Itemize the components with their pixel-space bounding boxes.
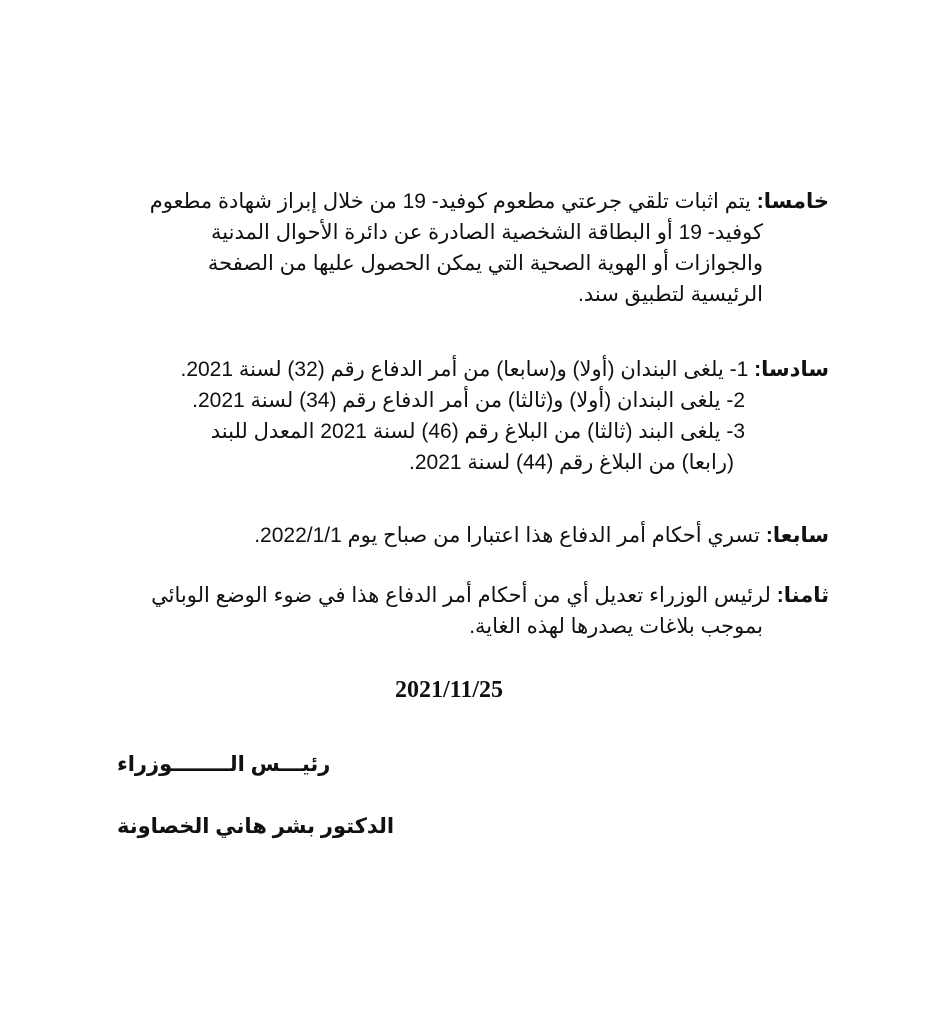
clause-text: تسري أحكام أمر الدفاع هذا اعتبارا من صباح يوم 2022/1/1.	[254, 524, 760, 547]
clause-fifth-line-4: الرئيسية لتطبيق سند.	[578, 283, 763, 306]
clause-sixth-line-2: 2- يلغى البندان (أولا) و(ثالثا) من أمر الدفاع رقم (34) لسنة 2021.	[192, 389, 745, 412]
clause-sixth	[114, 354, 829, 478]
clause-fifth-lead: خامسا:	[756, 190, 829, 213]
clause-sixth-line-1	[114, 354, 829, 385]
signature-title: رئيـــس الــــــــوزراء	[117, 753, 331, 776]
document-date: 2021/11/25	[395, 677, 504, 703]
clause-eighth	[114, 580, 829, 642]
clause-eighth-line-1	[114, 580, 829, 611]
clause-sixth-lead: سادسا:	[754, 358, 829, 381]
clause-sixth-line-4: (رابعا) من البلاغ رقم (44) لسنة 2021.	[409, 451, 734, 474]
clause-text: 1- يلغى البندان (أولا) و(سابعا) من أمر الدفاع رقم (32) لسنة 2021.	[180, 358, 749, 381]
clause-fifth-line-3: والجوازات أو الهوية الصحية التي يمكن الحصول عليها من الصفحة	[207, 252, 763, 275]
clause-sixth-line-3: 3- يلغى البند (ثالثا) من البلاغ رقم (46) لسنة 2021 المعدل للبند	[210, 420, 745, 443]
clause-seventh-line-1	[114, 520, 829, 551]
clause-text: لرئيس الوزراء تعديل أي من أحكام أمر الدفاع هذا في ضوء الوضع الوبائي	[151, 584, 771, 607]
clause-fifth-line-2: كوفيد- 19 أو البطاقة الشخصية الصادرة عن دائرة الأحوال المدنية	[211, 221, 763, 244]
clause-seventh	[114, 520, 829, 551]
clause-seventh-lead: سابعا:	[765, 524, 829, 547]
signature-name: الدكتور بشر هاني الخصاونة	[117, 815, 395, 838]
clause-text: يتم اثبات تلقي جرعتي مطعوم كوفيد- 19 من خلال إبراز شهادة مطعوم	[149, 190, 751, 213]
clause-fifth-line-1	[114, 186, 829, 217]
clause-fifth	[114, 186, 829, 310]
clause-eighth-line-2: بموجب بلاغات يصدرها لهذه الغاية.	[469, 615, 763, 638]
clause-eighth-lead: ثامنا:	[776, 584, 829, 607]
